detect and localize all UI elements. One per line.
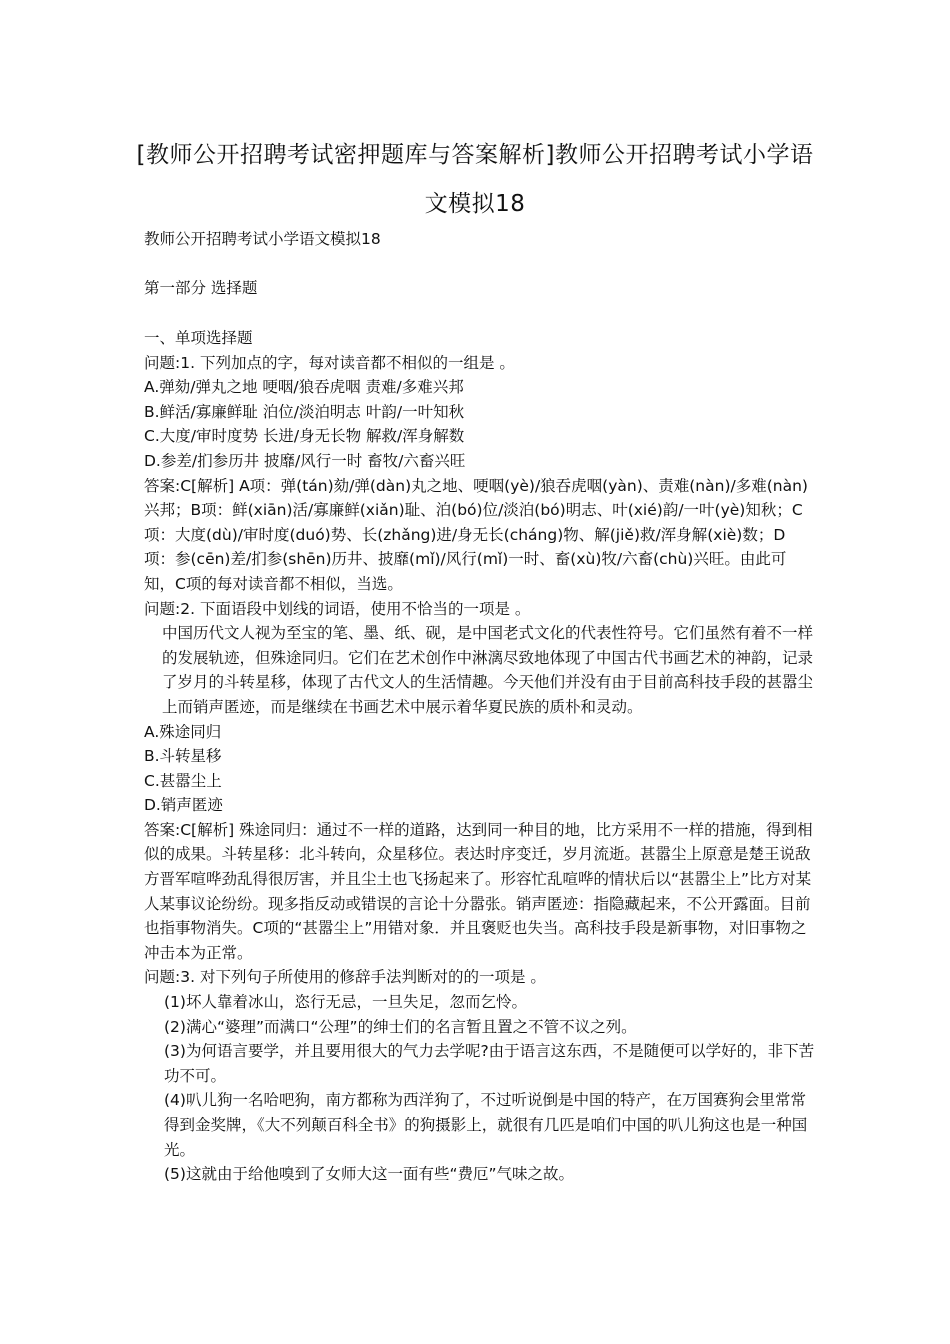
document-body [144, 326, 816, 1187]
question-2: 问题:2. 下面语段中划线的词语，使用不恰当的一项是 。 [144, 599, 531, 618]
q2-answer: 答案:C[解析] 殊途同归：通过不一样的道路，达到同一种目的地，比方采用不一样的措施，得到相似的成果。斗转星移：北斗转向，众星移位。表达时序变迁，岁月流逝。甚嚣尘上原意是楚王说敌方晋军喧哗劲乱得很厉害，并且尘土也飞扬起来了。形容忙乱喧哗的情状后以“甚嚣尘上”比方对某人某事议论纷纷。现多指反动或错误的言论十分嚣张。销声匿迹：指隐藏起来，不公开露面。目前也指事物消失。C项的“甚嚣尘上”用错对象．并且褒贬也失当。高科技手段是新事物，对旧事物之冲击本为正常。 [144, 820, 813, 962]
q2-option-c: C.甚嚣尘上 [144, 771, 222, 790]
q3-item-2: (2)满心“婆理”而满口“公理”的绅士们的名言暂且置之不管不议之列。 [164, 1017, 637, 1036]
q3-item-1: (1)坏人靠着冰山，恣行无忌，一旦失足，忽而乞怜。 [164, 993, 527, 1012]
doc-subtitle: 教师公开招聘考试小学语文模拟18 [144, 230, 381, 248]
doc-title-line2: 文模拟18 [424, 191, 526, 217]
q3-item-3: (3)为何语言要学，并且要用很大的气力去学呢?由于语言这东西，不是随便可以学好的，非下苦功不可。 [164, 1042, 815, 1085]
question-3: 问题:3. 对下列句子所使用的修辞手法判断对的的一项是 。 [144, 968, 546, 987]
q1-option-b: B.鲜活/寡廉鲜耻 泊位/淡泊明志 叶韵/一叶知秋 [144, 402, 465, 421]
q1-option-c: C.大度/审时度势 长进/身无长物 解救/浑身解数 [144, 427, 465, 446]
q2-option-b: B.斗转星移 [144, 747, 222, 766]
doc-title-line1: [教师公开招聘考试密押题库与答案解析]教师公开招聘考试小学语 [136, 142, 814, 168]
q2-option-a: A.殊途同归 [144, 722, 222, 741]
question-1: 问题:1. 下列加点的字，每对读音都不相似的一组是 。 [144, 353, 515, 372]
q1-option-a: A.弹劾/弹丸之地 哽咽/狼吞虎咽 责难/多难兴邦 [144, 378, 464, 397]
q1-option-d: D.参差/扪参历井 披靡/风行一时 畜牧/六畜兴旺 [144, 451, 466, 470]
section-heading: 一、单项选择题 [144, 329, 253, 347]
q2-passage: 中国历代文人视为至宝的笔、墨、纸、砚，是中国老式文化的代表性符号。它们虽然有着不一样的发展轨迹，但殊途同归。它们在艺术创作中淋漓尽致地体现了中国古代书画艺术的神韵，记录了岁月的斗转星移，体现了古代文人的生活情趣。今天他们并没有由于目前高科技手段的甚嚣尘上而销声匿迹，而是继续在书画艺术中展示着华夏民族的质朴和灵动。 [162, 624, 814, 716]
part-heading: 第一部分 选择题 [144, 279, 258, 297]
q3-item-4: (4)叭儿狗一名哈吧狗，南方都称为西洋狗了，不过听说倒是中国的特产，在万国赛狗会里常常得到金奖牌，《大不列颠百科全书》的狗摄影上，就很有几匹是咱们中国的叭儿狗这也是一种国光。 [164, 1091, 808, 1159]
q3-item-5: (5)这就由于给他嗅到了女师大这一面有些“费厄”气味之故。 [164, 1165, 575, 1184]
q2-option-d: D.销声匿迹 [144, 796, 223, 815]
q1-answer: 答案:C[解析] A项：弹(tán)劾/弹(dàn)丸之地、哽咽(yè)/狼吞虎咽(yàn)、责难(nàn)/多难(nàn)兴邦；B项：鲜(xiān)活/寡廉鲜(xiǎn)耻、泊(bó)位/淡泊(bó)明志、叶(xié)韵/一叶(yè)知秋；C项：大度(dù)/审时度(duó)势、长(zhǎng)进/身无长(cháng)物、解(jiě)救/浑身解(xiè)数；D项：参(cēn)差/扪参(shēn)历井、披靡(mǐ)/风行(mǐ)一时、畜(xù)牧/六畜(chù)兴旺。由此可知，C项的每对读音都不相似，当选。 [144, 476, 808, 593]
